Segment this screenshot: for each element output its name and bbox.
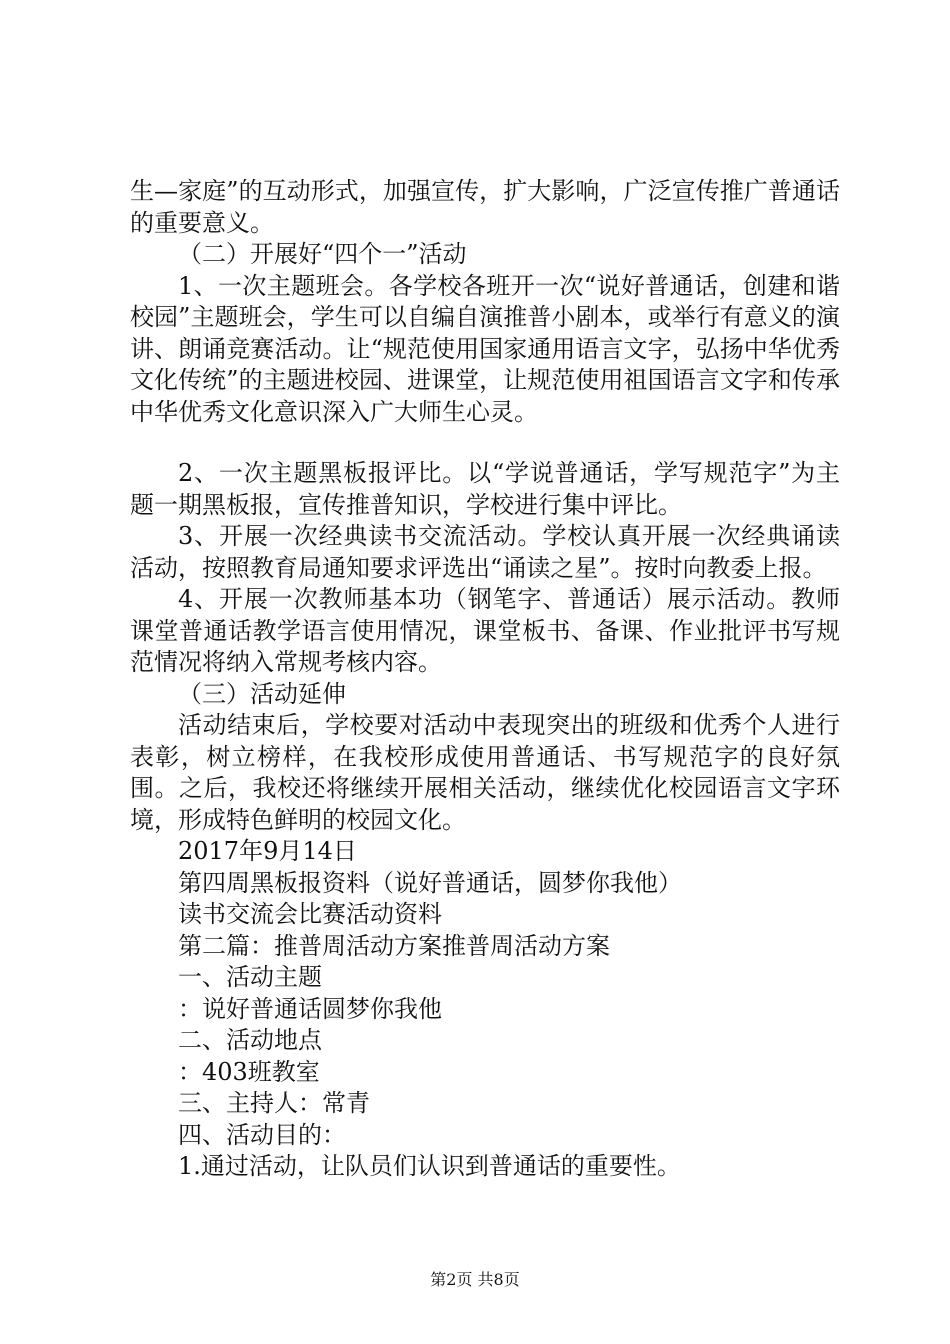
line-part-two-title: 第二篇：推普周活动方案推普周活动方案 (178, 931, 610, 960)
paragraph-intro-continuation: 生—家庭”的互动形式，加强宣传，扩大影响，广泛宣传推广普通话的重要意义。 (130, 177, 840, 237)
line-location-heading: 二、活动地点 (178, 1026, 322, 1054)
document-date: 2017年9月14日 (178, 837, 357, 865)
paragraph-reading-exchange: 3、开展一次经典读书交流活动。学校认真开展一次经典诵读活动，按照教育局通知要求评选出“诵读之星”。按时向教委上报。 (130, 522, 840, 582)
paragraph-teacher-skills: 4、开展一次教师基本功（钢笔字、普通话）展示活动。教师课堂普通话教学语言使用情况，课堂板书、备课、作业批评书写规范情况将纳入常规考核内容。 (130, 585, 840, 676)
section-heading-four-activities: （二）开展好“四个一”活动 (178, 240, 467, 268)
paragraph-class-meeting: 1、一次主题班会。各学校各班开一次“说好普通话，创建和谐校园”主题班会，学生可以自编自演推普小剧本，或举行有意义的演讲、朗诵竞赛活动。让“规范使用国家通用语言文字，弘扬中华优秀文化传统”的主题进校园、进课堂，让规范使用祖国语言文字和传承中华优秀文化意识深入广大师生心灵。 (130, 271, 840, 426)
line-host: 三、主持人：常青 (178, 1089, 370, 1117)
line-location-value: ：403班教室 (178, 1057, 320, 1086)
document-body (130, 176, 840, 1183)
line-blackboard-materials: 第四周黑板报资料（说好普通话，圆梦你我他） (178, 868, 682, 897)
paragraph-blackboard: 2、一次主题黑板报评比。以“学说普通话，学写规范字”为主题一期黑板报，宣传推普知识，学校进行集中评比。 (130, 459, 840, 519)
line-reading-contest-materials: 读书交流会比赛活动资料 (178, 900, 442, 928)
line-purpose-heading: 四、活动目的： (178, 1120, 346, 1149)
line-purpose-item-1: 1.通过活动，让队员们认识到普通话的重要性。 (178, 1152, 681, 1180)
section-heading-extension: （三）活动延伸 (178, 679, 346, 708)
line-theme-value: ：说好普通话圆梦你我他 (178, 994, 442, 1023)
paragraph-commendation: 活动结束后，学校要对活动中表现突出的班级和优秀个人进行表彰，树立榜样，在我校形成使用普通话、书写规范字的良好氛围。之后，我校还将继续开展相关活动，继续优化校园语言文字环境，形成特色鲜明的校园文化。 (130, 711, 840, 834)
line-theme-heading: 一、活动主题 (178, 963, 322, 991)
page-footer: 第2页 共8页 (430, 1270, 520, 1289)
paragraph-gap (130, 428, 840, 458)
